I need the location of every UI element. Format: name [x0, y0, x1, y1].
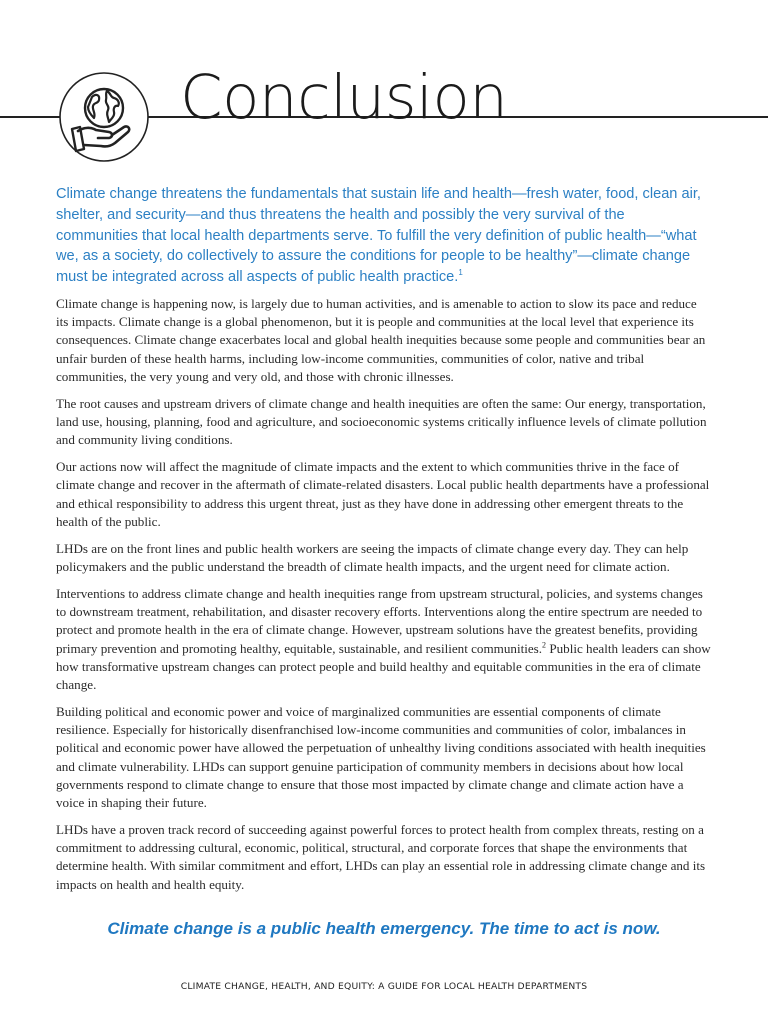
- lead-text: Climate change threatens the fundamentals that sustain life and health—fresh water, food, clean air, shelter, and security—and thus threatens the health and possibly the very survival of the communities that local health departments serve. To fulfill the very definition of public health—“what we, as a society, do collectively to assure the conditions for people to be healthy”—climate change must be integrated across all aspects of public health practice.: [56, 186, 701, 286]
- body-paragraph: Our actions now will affect the magnitude of climate impacts and the extent to which communities thrive in the face of climate change and recover in the aftermath of climate-related disasters. Local public health departments have a professional and ethical responsibility to address this urgent threat, just as they have done in addressing other emergent threats to the health of the public.: [56, 459, 710, 529]
- globe-in-hand-icon: [58, 71, 150, 163]
- page-title: Conclusion: [180, 62, 508, 133]
- footnote-ref: 2: [542, 640, 547, 650]
- header-rule-left: [0, 116, 60, 118]
- footnote-ref: 1: [458, 268, 463, 278]
- body-text: [56, 295, 712, 903]
- body-paragraph: LHDs are on the front lines and public health workers are seeing the impacts of climate change every day. They can help policymakers and the public understand the breadth of climate health impacts, and the urgent need for climate action.: [56, 540, 689, 575]
- page-footer: CLIMATE CHANGE, HEALTH, AND EQUITY: A GUIDE FOR LOCAL HEALTH DEPARTMENTS: [180, 981, 588, 992]
- body-paragraph: The root causes and upstream drivers of climate change and health inequities are often the same: Our energy, transportation, land use, housing, planning, food and agriculture, and socioeconomic systems critically influence levels of climate pollution and community living conditions.: [56, 395, 707, 448]
- paragraph-text: Interventions to address climate change and health inequities range from upstream structural, policies, and systems changes to downstream treatment, rehabilitation, and disaster recovery efforts. Interventions along the entire spectrum are needed to protect and promote health in the era of climate change. However, upstream solutions have the greatest benefits, providing primary prevention and promoting healthy, equitable, sustainable, and resilient communities.: [56, 586, 703, 656]
- body-paragraph: LHDs have a proven track record of succeeding against powerful forces to protect health from complex threats, resting on a commitment to addressing cultural, economic, political, structural, and corporate forces that shape the environments that determine health. With similar commitment and effort, LHDs can play an essential role in addressing climate change and its impacts on health and health equity.: [56, 822, 706, 892]
- lead-paragraph: [56, 184, 708, 288]
- body-paragraph: Climate change is happening now, is largely due to human activities, and is amenable to action to slow its pace and reduce its impacts. Climate change is a global phenomenon, but it is people and communities at the local level that experience its consequences. Climate change exacerbates local and global health inequities because some people and communities bear an unfair burden of these health harms, including low-income communities, communities of color, native and tribal communities, the very young and very old, and those with chronic illnesses.: [56, 296, 706, 384]
- body-paragraph: Building political and economic power and voice of marginalized communities are essential components of climate resilience. Especially for historically disenfranchised low-income communities and communities of color, imbalances in political and economic power have allowed the perpetuation of unhealthy living conditions associated with health inequities and climate vulnerability. LHDs can support genuine participation of community members in decisions about how local governments respond to climate change to ensure that those most impacted by climate change and climate action have a voice in shaping their future.: [56, 704, 706, 811]
- callout-statement: Climate change is a public health emergency. The time to act is now.: [107, 919, 661, 938]
- body-paragraph: [56, 585, 712, 694]
- paragraph-text: Public health leaders can show how transformative upstream changes can protect people and build healthy and equitable communities in the era of climate change.: [56, 640, 711, 693]
